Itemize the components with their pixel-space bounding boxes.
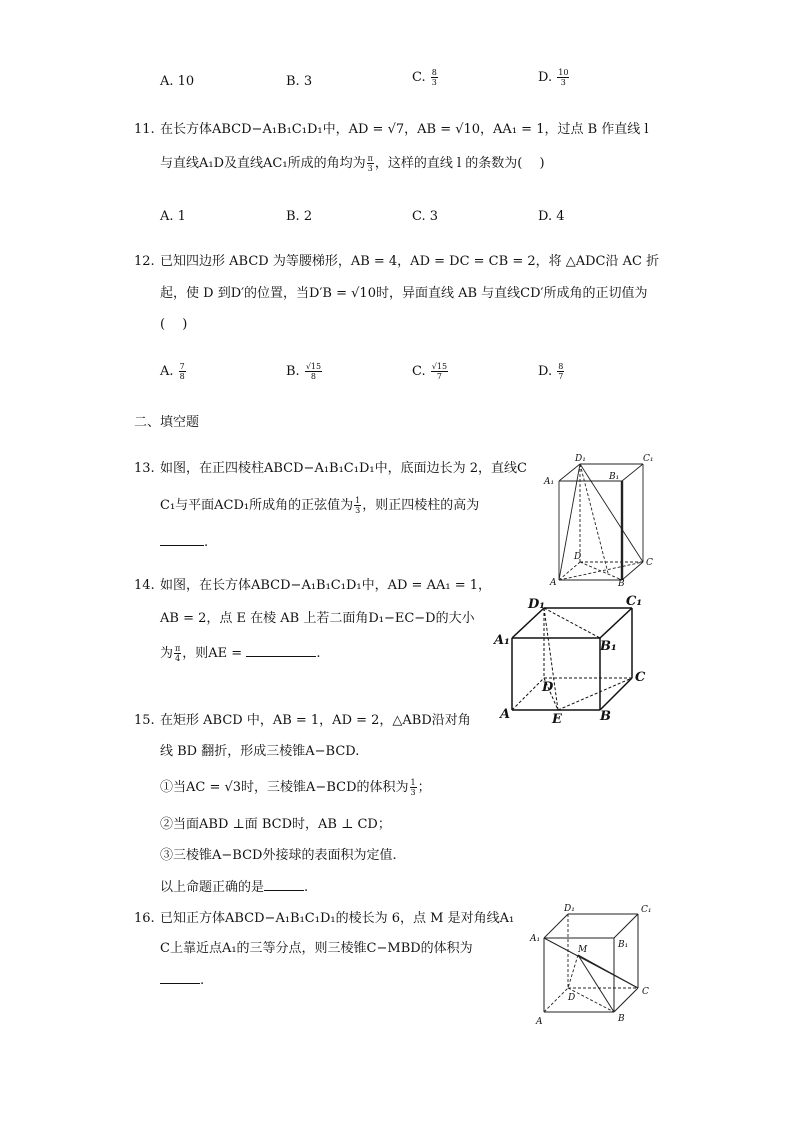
fig-label-c1: C₁ xyxy=(626,594,643,609)
question-text-line2: AB = 2，点 E 在棱 AB 上若二面角D₁−EC−D的大小 xyxy=(160,611,475,626)
fig-label-c: C xyxy=(646,558,653,568)
fig-label-a: A xyxy=(500,707,511,722)
question-text-line2: 起，使 D 到D′的位置，当D′B = √10时，异面直线 AB 与直线CD′所成角的正切值为 xyxy=(160,286,648,301)
fraction: $\frac{1}{3}$ xyxy=(410,778,416,797)
option-label: C. xyxy=(412,70,426,85)
question-text-line1: 如图，在长方体ABCD−A₁B₁C₁D₁中，AD = AA₁ = 1， xyxy=(160,578,491,593)
section-title: 二、填空题 xyxy=(134,415,200,430)
question-number: 14. xyxy=(134,578,155,593)
fig-label-m: M xyxy=(578,945,588,955)
fig-label-c: C xyxy=(642,987,649,997)
fig-label-a1: A₁ xyxy=(530,934,541,944)
q16-cube-figure xyxy=(528,900,662,1032)
fraction: $\frac{8}{3}$ xyxy=(431,68,437,87)
q11-option-d: D. 4 xyxy=(538,209,565,224)
fraction: $\frac{1}{3}$ xyxy=(355,496,361,515)
q10-option-a: A. 10 xyxy=(160,74,195,89)
q12-option-c: C. $\frac{√15}{7}$ xyxy=(412,362,448,381)
question-number: 15. xyxy=(134,713,155,728)
option-label: D. xyxy=(538,70,553,85)
question-number: 11. xyxy=(134,122,155,137)
answer-blank-line: . xyxy=(160,971,204,990)
answer-blank xyxy=(264,878,304,891)
question-number: 12. xyxy=(134,254,155,269)
q12-option-a: A. $\frac{7}{8}$ xyxy=(160,362,185,381)
answer-blank xyxy=(160,533,204,546)
q13-prism-figure xyxy=(538,452,668,588)
fraction: $\frac{\pi}{3}$ xyxy=(367,154,373,173)
statement-2: ②当面ABD ⊥面 BCD时，AB ⊥ CD； xyxy=(160,817,391,832)
fig-label-b: B xyxy=(618,579,625,588)
fig-label-c1: C₁ xyxy=(643,454,654,464)
q12-option-b: B. $\frac{√15}{8}$ xyxy=(286,362,322,381)
fig-label-b1: B₁ xyxy=(618,940,629,950)
fig-label-b1: B₁ xyxy=(600,639,617,654)
fig-label-b: B xyxy=(618,1014,625,1024)
fraction: $\frac{7}{8}$ xyxy=(179,362,185,381)
statement-1: ①当AC = √3时，三棱锥A−BCD的体积为 $\frac{1}{3}$ ； xyxy=(160,778,431,797)
q11-option-a: A. 1 xyxy=(160,209,186,224)
fig-label-b: B xyxy=(600,709,611,724)
fraction: $\frac{\pi}{4}$ xyxy=(175,644,181,663)
fraction: $\frac{√15}{8}$ xyxy=(305,362,322,381)
conclusion-line: 以上命题正确的是 . xyxy=(160,880,309,895)
fig-label-a1: A₁ xyxy=(544,477,555,487)
question-number: 13. xyxy=(134,461,155,476)
statement-3: ③三棱锥A−BCD外接球的表面积为定值. xyxy=(160,848,397,863)
question-text-line2: 线 BD 翻折，形成三棱锥A−BCD. xyxy=(160,744,360,759)
fig-label-a: A xyxy=(550,578,557,588)
question-text-line1: 如图，在正四棱柱ABCD−A₁B₁C₁D₁中，底面边长为 2，直线C xyxy=(160,461,527,476)
fig-label-b1: B₁ xyxy=(609,472,620,482)
q10-option-c xyxy=(412,68,439,87)
fig-label-d1: D₁ xyxy=(528,597,545,612)
q10-option-b: B. 3 xyxy=(286,74,313,89)
question-number: 16. xyxy=(134,911,155,926)
answer-blank-line: . xyxy=(160,533,208,552)
question-text-line2: C上靠近点A₁的三等分点，则三棱锥C−MBD的体积为 xyxy=(160,941,473,956)
question-text-line1: 已知四边形 ABCD 为等腰梯形，AB = 4，AD = DC = CB = 2，将 △ADC沿 AC 折 xyxy=(160,254,660,269)
fraction: $\frac{8}{7}$ xyxy=(558,362,564,381)
question-text-line2: 与直线A₁D及直线AC₁所成的角均为 $\frac{\pi}{3}$ ，这样的直线 l 的条数为( ) xyxy=(160,154,545,173)
fig-label-a: A xyxy=(536,1017,543,1027)
fig-label-d: D xyxy=(542,680,554,695)
fig-label-d: D xyxy=(574,552,582,562)
answer-blank xyxy=(246,644,316,657)
q14-box-figure xyxy=(492,592,652,724)
fig-label-c1: C₁ xyxy=(641,905,652,915)
fig-label-d1: D₁ xyxy=(575,454,586,464)
q11-option-b: B. 2 xyxy=(286,209,313,224)
fig-label-c: C xyxy=(635,670,646,685)
fig-label-e: E xyxy=(552,712,562,724)
fraction: $\frac{√15}{7}$ xyxy=(431,362,448,381)
fig-label-a1: A₁ xyxy=(494,633,510,648)
answer-blank xyxy=(160,971,200,984)
fig-label-d1: D₁ xyxy=(564,904,575,914)
question-text-line1: 在长方体ABCD−A₁B₁C₁D₁中，AD = √7，AB = √10，AA₁ = 1，过点 B 作直线 l xyxy=(160,122,649,137)
fig-label-d: D xyxy=(568,993,576,1003)
q10-option-d xyxy=(538,68,570,87)
fraction: $\frac{10}{3}$ xyxy=(558,68,569,87)
question-text-line1: 已知正方体ABCD−A₁B₁C₁D₁的棱长为 6，点 M 是对角线A₁ xyxy=(160,911,515,926)
q11-option-c: C. 3 xyxy=(412,209,439,224)
question-text-line3: 为 $\frac{\pi}{4}$ ，则AE = . xyxy=(160,644,321,663)
question-text-line2: C₁与平面ACD₁所成角的正弦值为 $\frac{1}{3}$ ，则正四棱柱的高为 xyxy=(160,496,480,515)
q12-option-d: D. $\frac{8}{7}$ xyxy=(538,362,564,381)
question-text-line3: ( ) xyxy=(160,317,188,332)
question-text-line1: 在矩形 ABCD 中，AB = 1，AD = 2，△ABD沿对角 xyxy=(160,713,471,728)
